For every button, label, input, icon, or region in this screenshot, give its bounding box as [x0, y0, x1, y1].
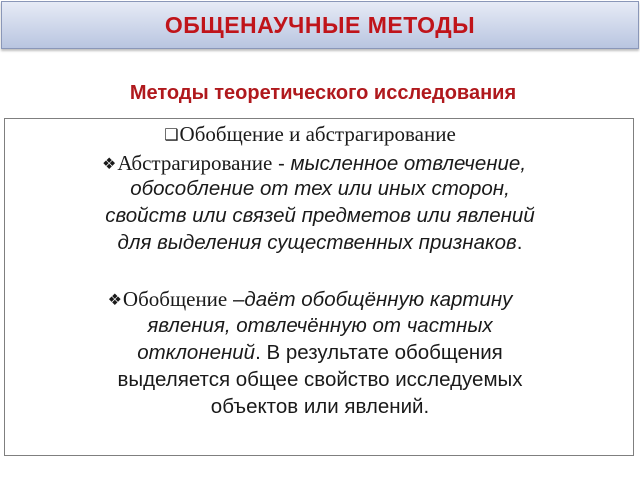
generalization-line-3 — [0, 341, 640, 365]
abstraction-line-1 — [0, 151, 634, 176]
slide-subtitle: Методы теоретического исследования — [129, 82, 517, 104]
abstraction-line-4 — [0, 231, 640, 255]
diamond-bullet-icon: ❖ — [107, 292, 122, 309]
generalization-rest: . В результате обобщения — [255, 341, 503, 364]
generalization-term: Обобщение — [122, 287, 228, 311]
section-heading — [0, 122, 620, 147]
generalization-line-5: объектов или явлений. — [210, 395, 430, 418]
abstraction-line-3: свойств или связей предметов или явлений — [105, 204, 535, 227]
slide-title: ОБЩЕНАУЧНЫЕ МЕТОДЫ — [164, 11, 476, 38]
abstraction-term: Абстрагирование — [117, 151, 273, 175]
generalization-line-4: выделяется общее свойство исследуемых — [117, 368, 523, 391]
diamond-bullet-icon: ❖ — [101, 156, 117, 173]
section-heading-text: Обобщение и абстрагирование — [179, 122, 456, 146]
abstraction-dash: - — [272, 152, 291, 175]
generalization-dash: – — [227, 288, 245, 311]
title-banner — [1, 1, 639, 49]
generalization-text-1: даёт обобщённую картину — [244, 288, 513, 311]
abstraction-line-2: обособление от тех или иных сторон, — [130, 177, 510, 200]
abstraction-text-1: мысленное отвлечение, — [290, 152, 527, 175]
abstraction-text-4: для выделения существенных признаков — [117, 231, 517, 254]
generalization-line-2: явления, отвлечённую от частных — [147, 314, 493, 337]
abstraction-end: . — [516, 231, 523, 254]
generalization-text-3: отклонений — [137, 341, 256, 364]
checkbox-bullet-icon: ❑ — [164, 127, 179, 144]
generalization-line-1 — [0, 287, 630, 312]
